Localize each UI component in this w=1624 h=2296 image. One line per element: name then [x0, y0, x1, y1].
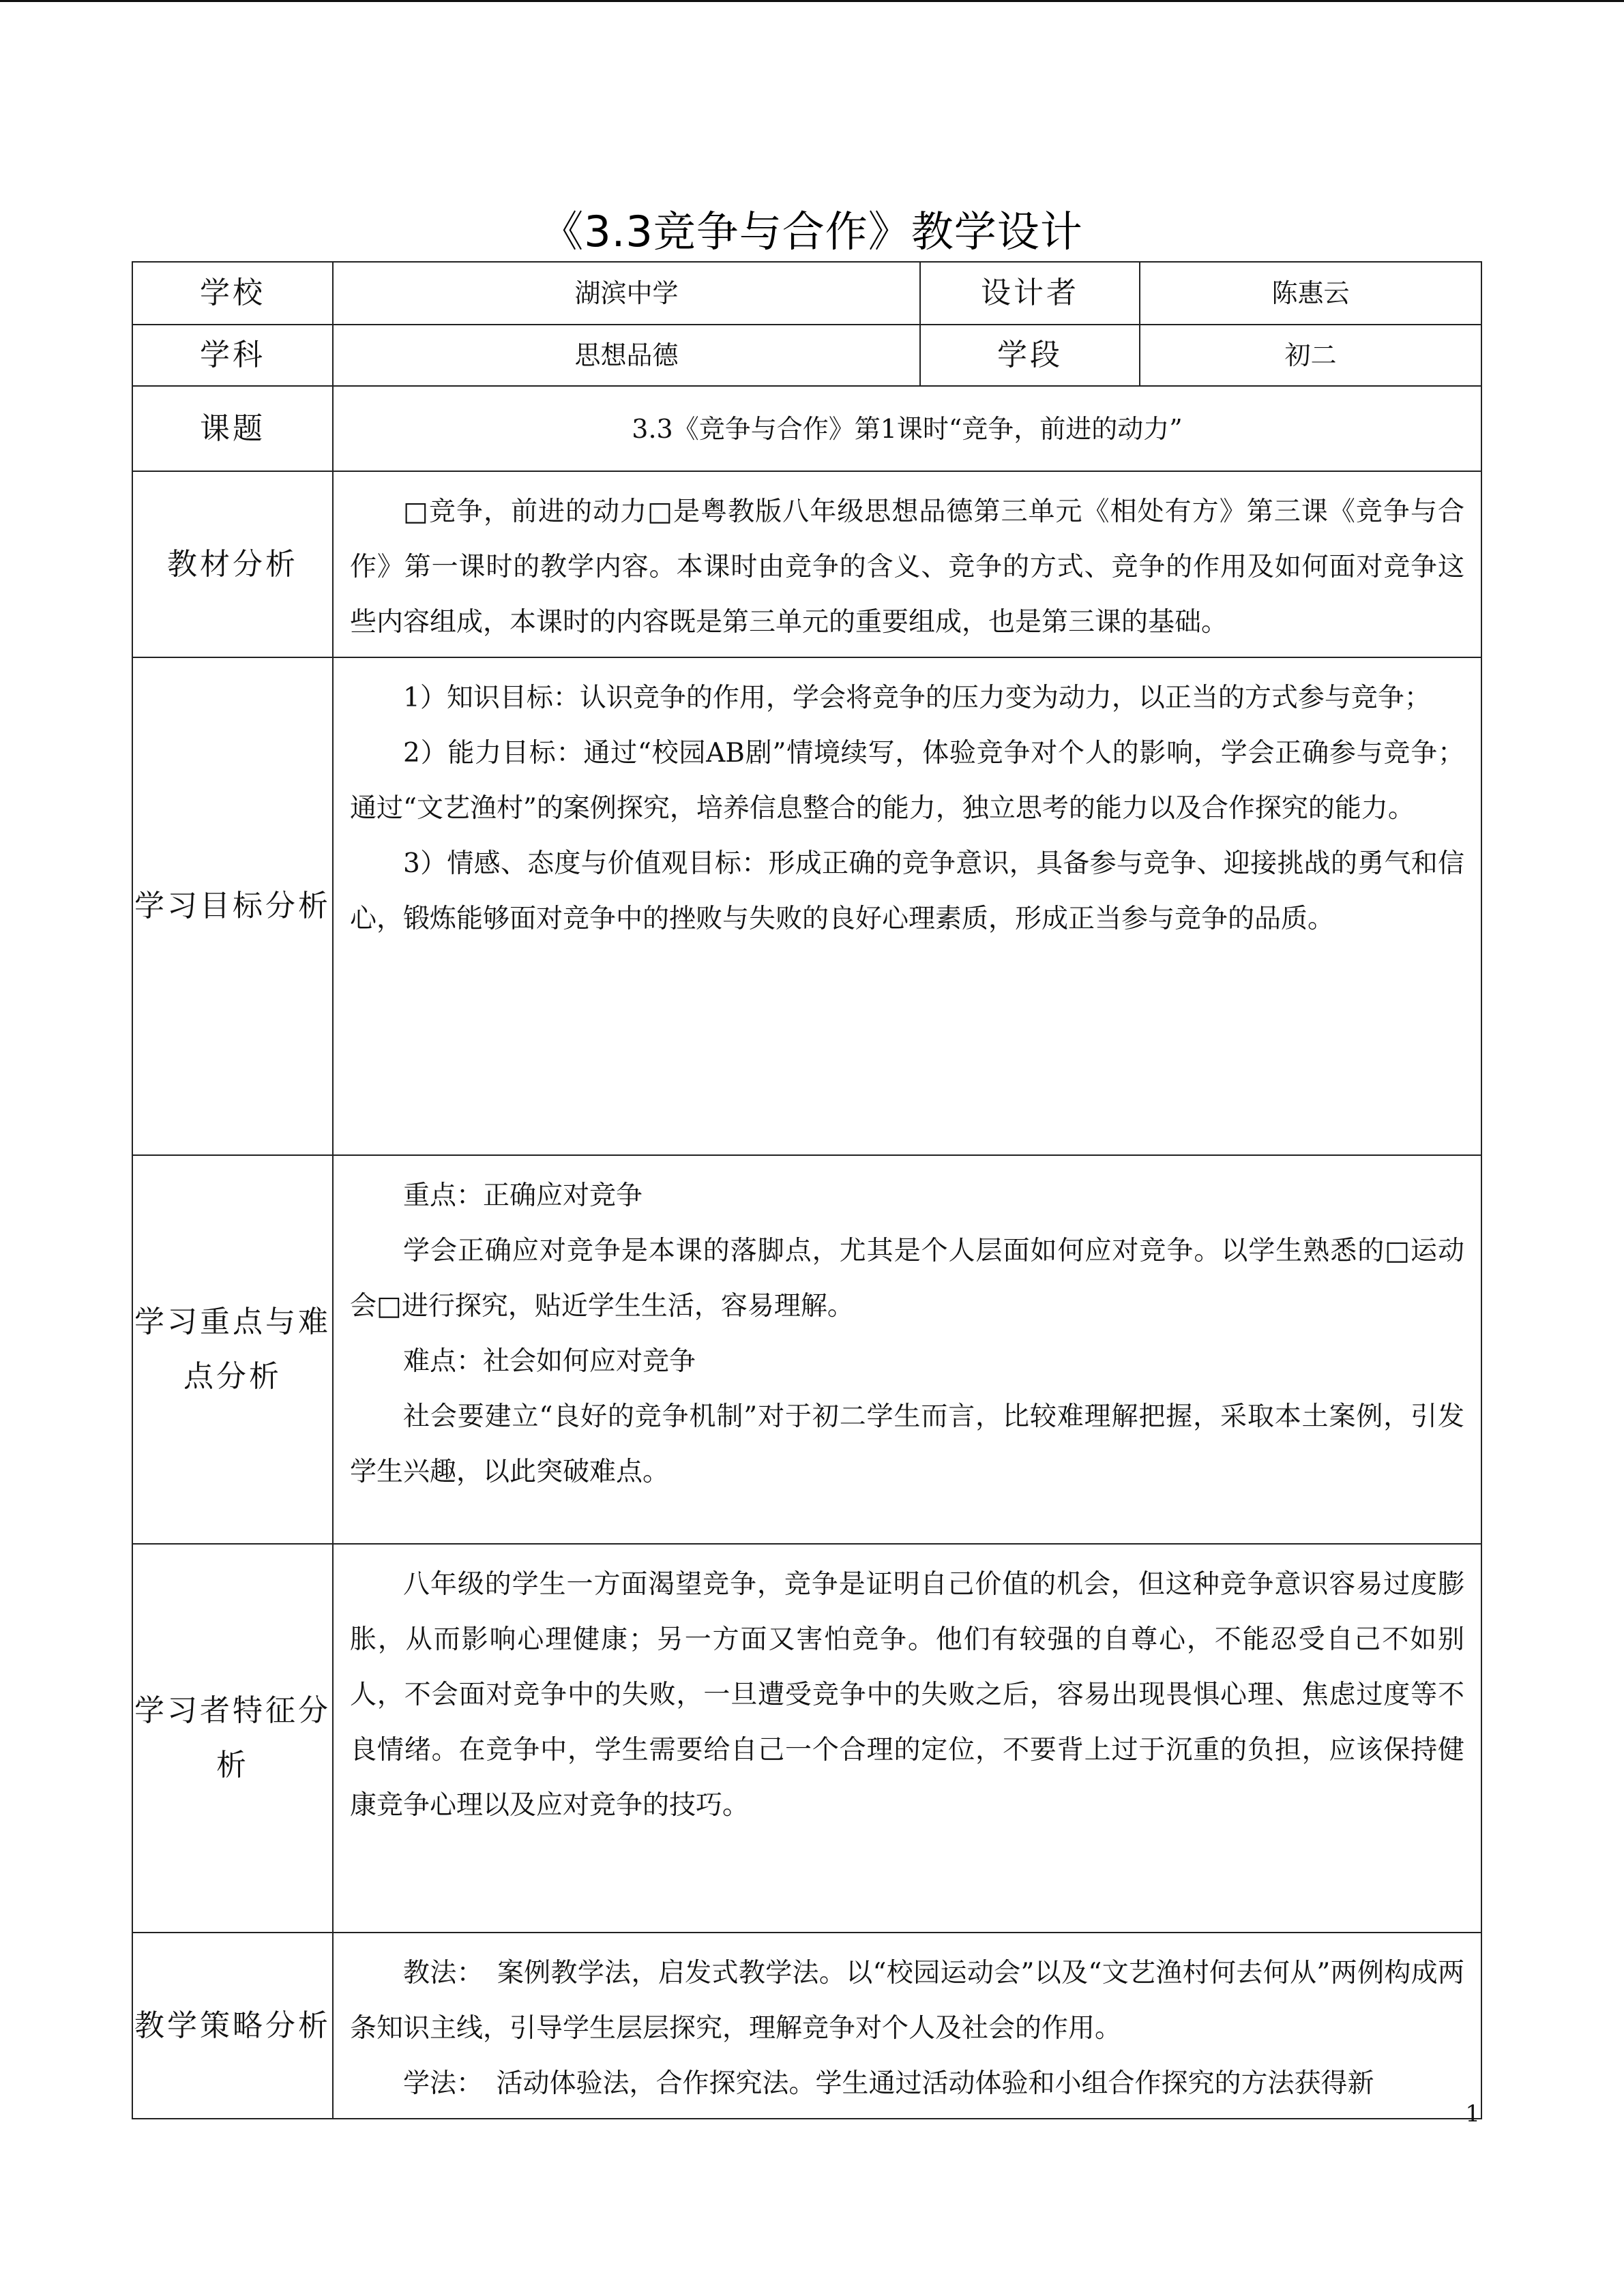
subject-value: 思想品德: [333, 325, 920, 386]
learner-analysis-content: [333, 1544, 1481, 1933]
attitude-objective: 3）情感、态度与价值观目标：形成正确的竞争意识，具备参与竞争、迎接挑战的勇气和信心，锻炼能够面对竞争中的挫败与失败的良好心理素质，形成正当参与竞争的品质。: [350, 848, 1464, 934]
key-points-label: 学习重点与难点分析: [132, 1155, 333, 1544]
page-number: 1: [1465, 2100, 1480, 2128]
row-subject: [132, 325, 1481, 386]
material-analysis-label: 教材分析: [132, 471, 333, 657]
teaching-method: 教法： 案例教学法，启发式教学法。以“校园运动会”以及“文艺渔村何去何从”两例构成两条知识主线，引导学生层层探究，理解竞争对个人及社会的作用。: [350, 1958, 1464, 2044]
key-points-content: [333, 1155, 1481, 1544]
row-teaching-strategy: [132, 1933, 1481, 2119]
lesson-design-table: [132, 261, 1482, 2119]
teaching-strategy-label: 教学策略分析: [132, 1933, 333, 2119]
school-label: 学校: [132, 262, 333, 325]
designer-label: 设计者: [920, 262, 1140, 325]
learner-analysis-text: 八年级的学生一方面渴望竞争，竞争是证明自己价值的机会，但这种竞争意识容易过度膨胀，从而影响心理健康；另一方面又害怕竞争。他们有较强的自尊心，不能忍受自己不如别人，不会面对竞争中的失败，一旦遭受竞争中的失败之后，容易出现畏惧心理、焦虑过度等不良情绪。在竞争中，学生需要给自己一个合理的定位，不要背上过于沉重的负担，应该保持健康竞争心理以及应对竞争的技巧。: [350, 1569, 1464, 1821]
row-topic: [132, 386, 1481, 471]
material-analysis-text: □竞争，前进的动力□是粤教版八年级思想品德第三单元《相处有方》第三课《竞争与合作》第一课时的教学内容。本课时由竞争的含义、竞争的方式、竞争的作用及如何面对竞争这些内容组成，本课时的内容既是第三单元的重要组成，也是第三课的基础。: [350, 496, 1464, 638]
difficulty-text: 社会要建立“良好的竞争机制”对于初二学生而言，比较难理解把握，采取本土案例，引发学生兴趣，以此突破难点。: [350, 1401, 1464, 1487]
material-analysis-content: [333, 471, 1481, 657]
topic-label: 课题: [132, 386, 333, 471]
row-school: [132, 262, 1481, 325]
document-title: 《3.3竞争与合作》教学设计: [541, 207, 1083, 256]
teaching-strategy-content: [333, 1933, 1481, 2119]
top-border-line: [0, 0, 1624, 2]
topic-value: 3.3《竞争与合作》第1课时“竞争，前进的动力”: [333, 386, 1481, 471]
school-value: 湖滨中学: [333, 262, 920, 325]
learning-objectives-label: 学习目标分析: [132, 657, 333, 1155]
key-point-text: 学会正确应对竞争是本课的落脚点，尤其是个人层面如何应对竞争。以学生熟悉的□运动会□进行探究，贴近学生生活，容易理解。: [350, 1236, 1464, 1322]
designer-value: 陈惠云: [1140, 262, 1481, 325]
learner-analysis-label: 学习者特征分析: [132, 1544, 333, 1933]
difficulty-heading: 难点：社会如何应对竞争: [403, 1346, 696, 1377]
ability-objective: 2）能力目标：通过“校园AB剧”情境续写，体验竞争对个人的影响，学会正确参与竞争；通过“文艺渔村”的案例探究，培养信息整合的能力，独立思考的能力以及合作探究的能力。: [350, 738, 1464, 824]
key-point-heading: 重点：正确应对竞争: [403, 1180, 643, 1211]
learning-method: 学法： 活动体验法，合作探究法。学生通过活动体验和小组合作探究的方法获得新: [403, 2068, 1374, 2099]
row-key-points: [132, 1155, 1481, 1544]
knowledge-objective: 1）知识目标：认识竞争的作用，学会将竞争的压力变为动力，以正当的方式参与竞争；: [403, 683, 1431, 713]
row-learner-analysis: [132, 1544, 1481, 1933]
subject-label: 学科: [132, 325, 333, 386]
learning-objectives-content: [333, 657, 1481, 1155]
stage-label: 学段: [920, 325, 1140, 386]
row-learning-objectives: [132, 657, 1481, 1155]
row-material-analysis: [132, 471, 1481, 657]
stage-value: 初二: [1140, 325, 1481, 386]
